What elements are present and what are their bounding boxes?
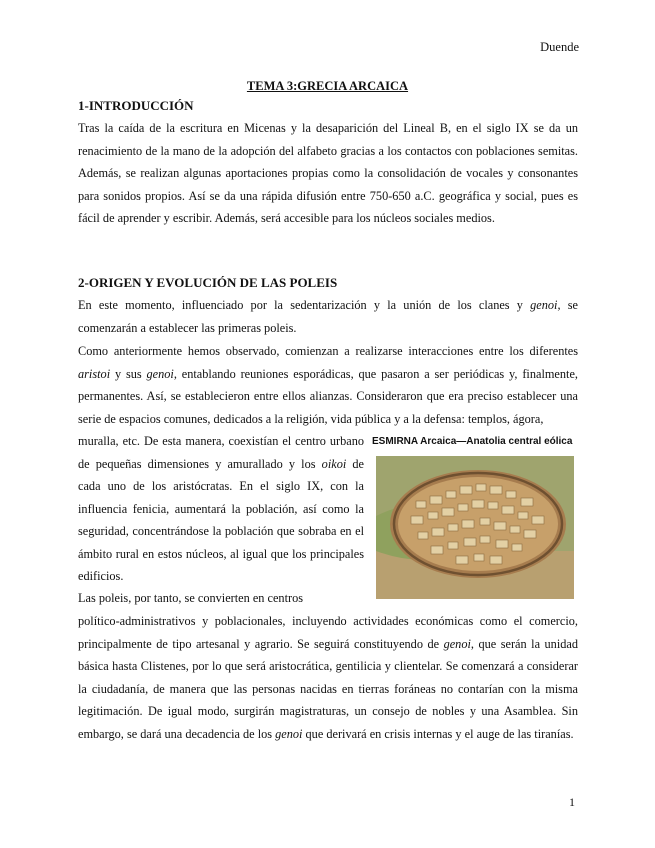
figure-smyrna-city-image [376,456,574,599]
intro-paragraph: Tras la caída de la escritura en Micenas y la desaparición del Lineal B, en el siglo IX se da un renacimiento de la mano de la adopción del alfabeto gracias a los contactos con poblaciones semitas. Además, se realizan algunas aportaciones propias como la consolidación de vocales y consonantes para sonidos propios. Así se da una rápida difusión entre 750-650 a.C. geográfica y social, pues es fácil de aprender y escribir. Además, será accesible para los núcleos sociales medios. [78,121,578,225]
figure-caption: ESMIRNA Arcaica—Anatolia central eólica [372,436,573,447]
section-heading-introduccion: 1-INTRODUCCIÓN [78,98,194,113]
document-title: TEMA 3:GRECIA ARCAICA [246,79,409,93]
page-number: 1 [569,795,575,809]
origen-paragraph-2: Como anteriormente hemos observado, comienzan a realizarse interacciones entre los diferentes aristoi y sus genoi, entablando reuniones esporádicas, que pasaron a ser periódicas y, finalmente, permanentes. Así, se establecieron entre ellos alianzas. Consideraron que era preciso establecer una serie de espacios comunes, dedicados a la religión, vida pública y a la defensa: templos, ágora, [78,344,578,426]
origen-paragraph-2-wrap: muralla, etc. De esta manera, coexistían el centro urbano de pequeñas dimensiones y amurallado y los oikoi de cada uno de los aristócratas. En el siglo IX, con la influencia fenicia, aumentará la población, así como la seguridad, concentrándose la población que sobraba en el ámbito rural en estos núcleos, al igual que los principales edificios. [78,434,364,583]
origen-paragraph-1: En este momento, influenciado por la sedentarización y la unión de los clanes y genoi, se comenzarán a establecer las primeras poleis. [78,298,578,335]
origen-paragraph-3-start: Las poleis, por tanto, se convierten en centros [78,591,304,605]
section-heading-origen: 2-ORIGEN Y EVOLUCIÓN DE LAS POLEIS [78,275,338,290]
origen-paragraph-3: político-administrativos y poblacionales, incluyendo actividades económicas como el comercio, principalmente de tipo artesanal y agrario. Se seguirá constituyendo de genoi, que serán la unidad básica hasta Clistenes, por lo que será aristocrática, gentilicia y clientelar. Se comenzará a considerar la ciudadanía, de manera que las personas nacidas en tierras foráneas no contarían con la misma legitimación. De igual modo, surgirán magistraturas, un consejo de nobles y una Asamblea. Sin embargo, se dará una decadencia de los genoi que derivará en crisis internas y el auge de las tiranías. [78,614,578,741]
page-header-author: Duende [540,40,579,54]
